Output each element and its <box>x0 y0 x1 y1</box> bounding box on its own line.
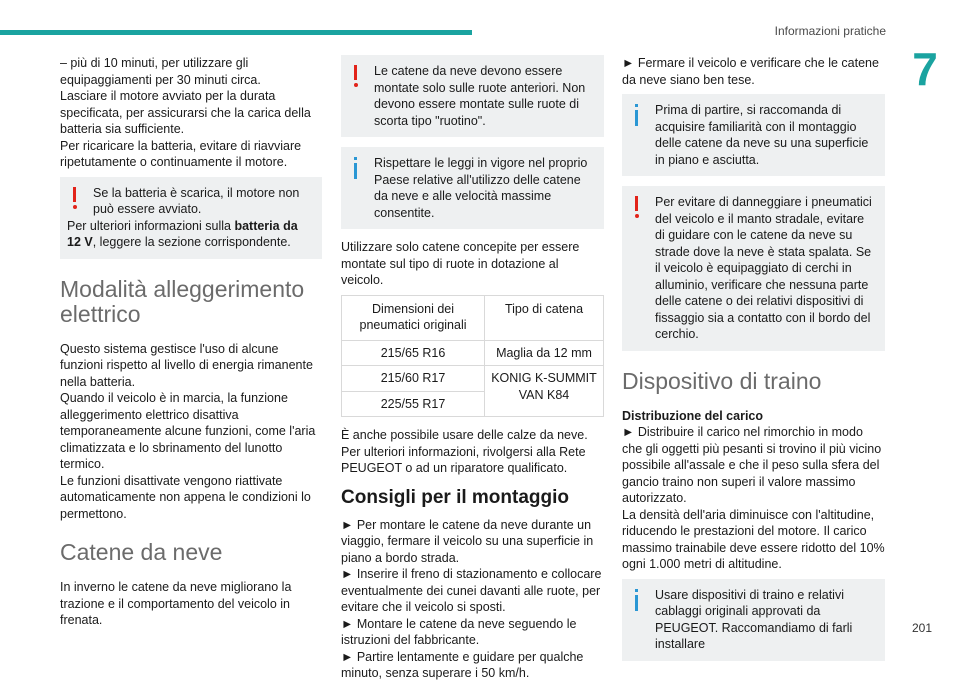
subsection-heading: Consigli per il montaggio <box>341 486 569 508</box>
info-box <box>341 147 604 229</box>
chapter-number: 7 <box>890 40 960 98</box>
warning-icon <box>70 187 79 209</box>
warning-box <box>341 55 604 137</box>
paragraph: La densità dell'aria diminuisce con l'altitudine, riducendo le prestazioni del motore. Il carico massimo trainabile deve essere ridotto del 10% ogni 1.000 metri di altitudine. <box>622 507 885 571</box>
info-icon <box>632 589 641 611</box>
info-box <box>622 579 885 661</box>
info-text: Prima di partire, si raccomanda di acquisire familiarità con il montaggio delle catene da neve su una superficie in piano e asciutta. <box>655 103 869 167</box>
warning-box <box>622 186 885 351</box>
sub-heading: Distribuzione del carico <box>622 408 764 423</box>
section-heading: Dispositivo di traino <box>622 367 822 394</box>
step: ► Montare le catene da neve seguendo le istruzioni del fabbricante. <box>341 616 577 647</box>
warning-text: Le catene da neve devono essere montate solo sulle ruote anteriori. Non devono essere montate sulle ruote di scorta tipo "ruotino". <box>374 64 586 128</box>
table-header: Dimensioni dei pneumatici originali <box>342 295 485 340</box>
warning-text: Per evitare di danneggiare i pneumatici del veicolo e il manto stradale, evitare di guidare con le catene da neve su strade dove la neve è stata spalata. Se il veicolo è equipaggiato di cerchi in alluminio, verificare che nessuna parte delle catene o dei relativi dispositivi di fissaggio sia a contatto con il bordo del cerchio. <box>655 195 872 341</box>
paragraph: Utilizzare solo catene concepite per essere montate sul tipo di ruote in dotazione al veicolo. <box>341 240 580 287</box>
paragraph: Le funzioni disattivate vengono riattivate automaticamente non appena le condizioni lo permettono. <box>60 473 311 521</box>
table-cell: 225/55 R17 <box>342 391 485 417</box>
info-icon <box>351 157 360 179</box>
chain-table <box>341 295 604 418</box>
step: ► Distribuire il carico nel rimorchio in modo che gli oggetti più pesanti si trovino il più vicino possibile all'assale e che il peso sulla sfera del gancio traino non superi il valore massimo autorizzato. <box>622 425 882 505</box>
column-3 <box>622 55 885 671</box>
info-text: Usare dispositivi di traino e relativi cablaggi originali approvati da PEUGEOT. Raccomandiamo di farli installare <box>655 587 853 651</box>
warning-text: Per ulteriori informazioni sulla batteria da 12 V, leggere la sezione corrispondente. <box>67 218 298 249</box>
section-heading: Catene da neve <box>60 539 223 565</box>
paragraph: È anche possibile usare delle calze da neve. <box>341 428 588 442</box>
column-1 <box>60 55 322 629</box>
info-box <box>622 94 885 176</box>
warning-icon <box>632 196 641 218</box>
column-2 <box>341 55 604 682</box>
paragraph: Per ulteriori informazioni, rivolgersi alla Rete PEUGEOT o ad un riparatore qualificato. <box>341 444 586 475</box>
section-heading: Modalità alleggerimento elettrico <box>60 275 305 327</box>
table-cell: 215/60 R17 <box>342 366 485 392</box>
table-cell: Maglia da 12 mm <box>485 340 604 366</box>
paragraph: In inverno le catene da neve migliorano la trazione e il comportamento del veicolo in frenata. <box>60 580 292 627</box>
table-row <box>342 340 604 366</box>
table-header: Tipo di catena <box>485 295 604 340</box>
paragraph: Lasciare il motore avviato per la durata specificata, per assicurarsi che la carica della batteria sia sufficiente. <box>60 89 311 136</box>
warning-text: Se la batteria è scarica, il motore non può essere avviato. <box>93 185 300 216</box>
paragraph: – più di 10 minuti, per utilizzare gli equipaggiamenti per 30 minuti circa. <box>60 56 261 87</box>
warning-box <box>60 177 322 259</box>
paragraph: Quando il veicolo è in marcia, la funzione alleggerimento elettrico disattiva temporaneamente alcune funzioni, come l'aria climatizzata e lo sbrinamento del lunotto termico. <box>60 391 316 471</box>
paragraph: Per ricaricare la batteria, evitare di riavviare ripetutamente o continuamente il motore. <box>60 138 302 169</box>
page-number: 201 <box>911 620 932 635</box>
step: ► Per montare le catene da neve durante un viaggio, fermare il veicolo su una superficie in piano a bordo strada. <box>341 517 594 565</box>
table-row <box>342 366 604 392</box>
info-text: Rispettare le leggi in vigore nel proprio Paese relative all'utilizzo delle catene da neve e alle velocità massime consentite. <box>374 156 588 220</box>
table-cell: KONIG K-SUMMIT VAN K84 <box>485 366 604 417</box>
warning-icon <box>351 65 360 87</box>
paragraph: Questo sistema gestisce l'uso di alcune funzioni rispetto al livello di energia rimanente nella batteria. <box>60 341 313 389</box>
step: ► Inserire il freno di stazionamento e collocare eventualmente dei cunei davanti alle ruote, per evitare che il veicolo si sposti. <box>341 567 602 614</box>
header-accent-bar <box>0 30 472 35</box>
step: ► Partire lentamente e guidare per qualche minuto, senza superare i 50 km/h. <box>341 649 584 680</box>
info-icon <box>632 104 641 126</box>
table-cell: 215/65 R16 <box>342 340 485 366</box>
step: ► Fermare il veicolo e verificare che le catene da neve siano ben tese. <box>622 56 879 87</box>
section-title: Informazioni pratiche <box>774 24 886 38</box>
